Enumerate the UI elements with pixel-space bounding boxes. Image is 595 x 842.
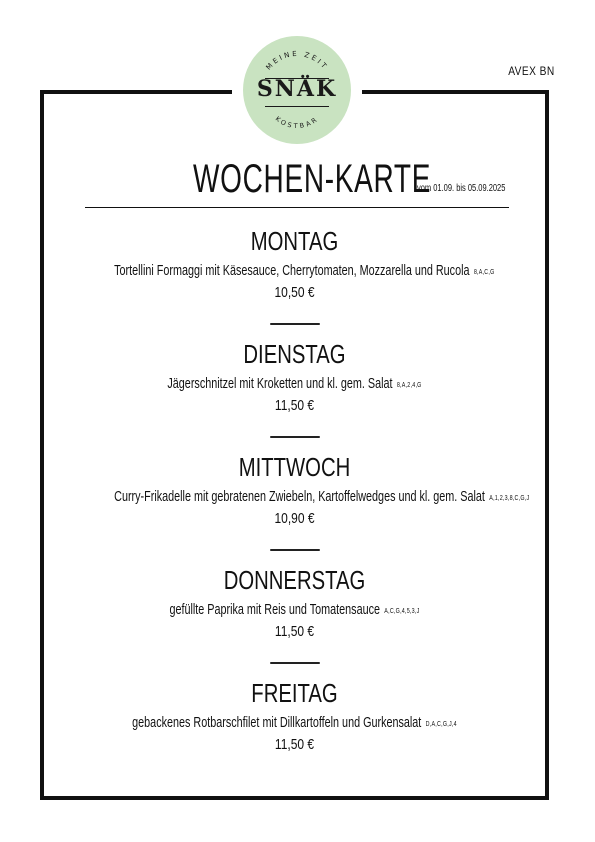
section-divider (270, 662, 320, 664)
section-divider (270, 323, 320, 325)
section-divider (270, 549, 320, 551)
logo-bottom-text: KOSTBAR (273, 114, 321, 131)
logo-rule (265, 106, 329, 107)
day-section-thursday (44, 565, 545, 678)
weekday-list (44, 226, 545, 791)
day-section-wednesday (44, 452, 545, 565)
dish-name: gefüllte Paprika mit Reis und Tomatensauce (169, 601, 380, 618)
page-title: WOCHEN-KARTE (193, 157, 432, 201)
day-name: DIENSTAG (243, 339, 346, 369)
price: 10,90 € (274, 510, 315, 527)
dish-line (114, 600, 475, 620)
branch-label: AVEX BN (508, 64, 555, 78)
menu-header (85, 155, 509, 208)
svg-text:KOSTBAR (274, 115, 320, 130)
price: 10,50 € (274, 284, 315, 301)
logo-top-text: MEINE ZEIT (264, 49, 330, 72)
section-divider (270, 436, 320, 438)
day-section-monday (44, 226, 545, 339)
dish-name: Curry-Frikadelle mit gebratenen Zwiebeln, Kartoffelwedges und kl. gem. Salat (114, 488, 485, 505)
dish-line (114, 374, 475, 394)
dish-name: Tortellini Formaggi mit Käsesauce, Cherrytomaten, Mozzarella und Rucola (114, 262, 470, 279)
dish-line (114, 261, 495, 281)
price: 11,50 € (274, 623, 315, 640)
dish-line (114, 713, 475, 733)
allergen-codes: 8,A,C,G (473, 267, 495, 276)
day-name: DONNERSTAG (223, 565, 366, 595)
day-name: FREITAG (251, 678, 338, 708)
allergen-codes: D,A,C,G,J,4 (425, 719, 457, 728)
day-name: MONTAG (250, 226, 339, 256)
price: 11,50 € (274, 736, 315, 753)
dish-name: Jägerschnitzel mit Kroketten und kl. gem. Salat (167, 375, 393, 392)
dish-name: gebackenes Rotbarschfilet mit Dillkartoffeln und Gurkensalat (132, 714, 422, 731)
allergen-codes: 8,A,2,4,G (396, 380, 422, 389)
day-name: MITTWOCH (238, 452, 351, 482)
day-section-tuesday (44, 339, 545, 452)
allergen-codes: A,1,2,3,8,C,G,J (489, 493, 530, 502)
price: 11,50 € (274, 397, 315, 414)
snaek-logo (243, 36, 351, 144)
allergen-codes: A,C,G,4,5,3,J (384, 606, 420, 615)
day-section-friday (44, 678, 545, 791)
date-range: vom 01.09. bis 05.09.2025 (417, 183, 506, 194)
svg-text:MEINE ZEIT (265, 50, 330, 72)
dish-line (114, 487, 530, 507)
logo-name: SNÄK (256, 76, 338, 102)
